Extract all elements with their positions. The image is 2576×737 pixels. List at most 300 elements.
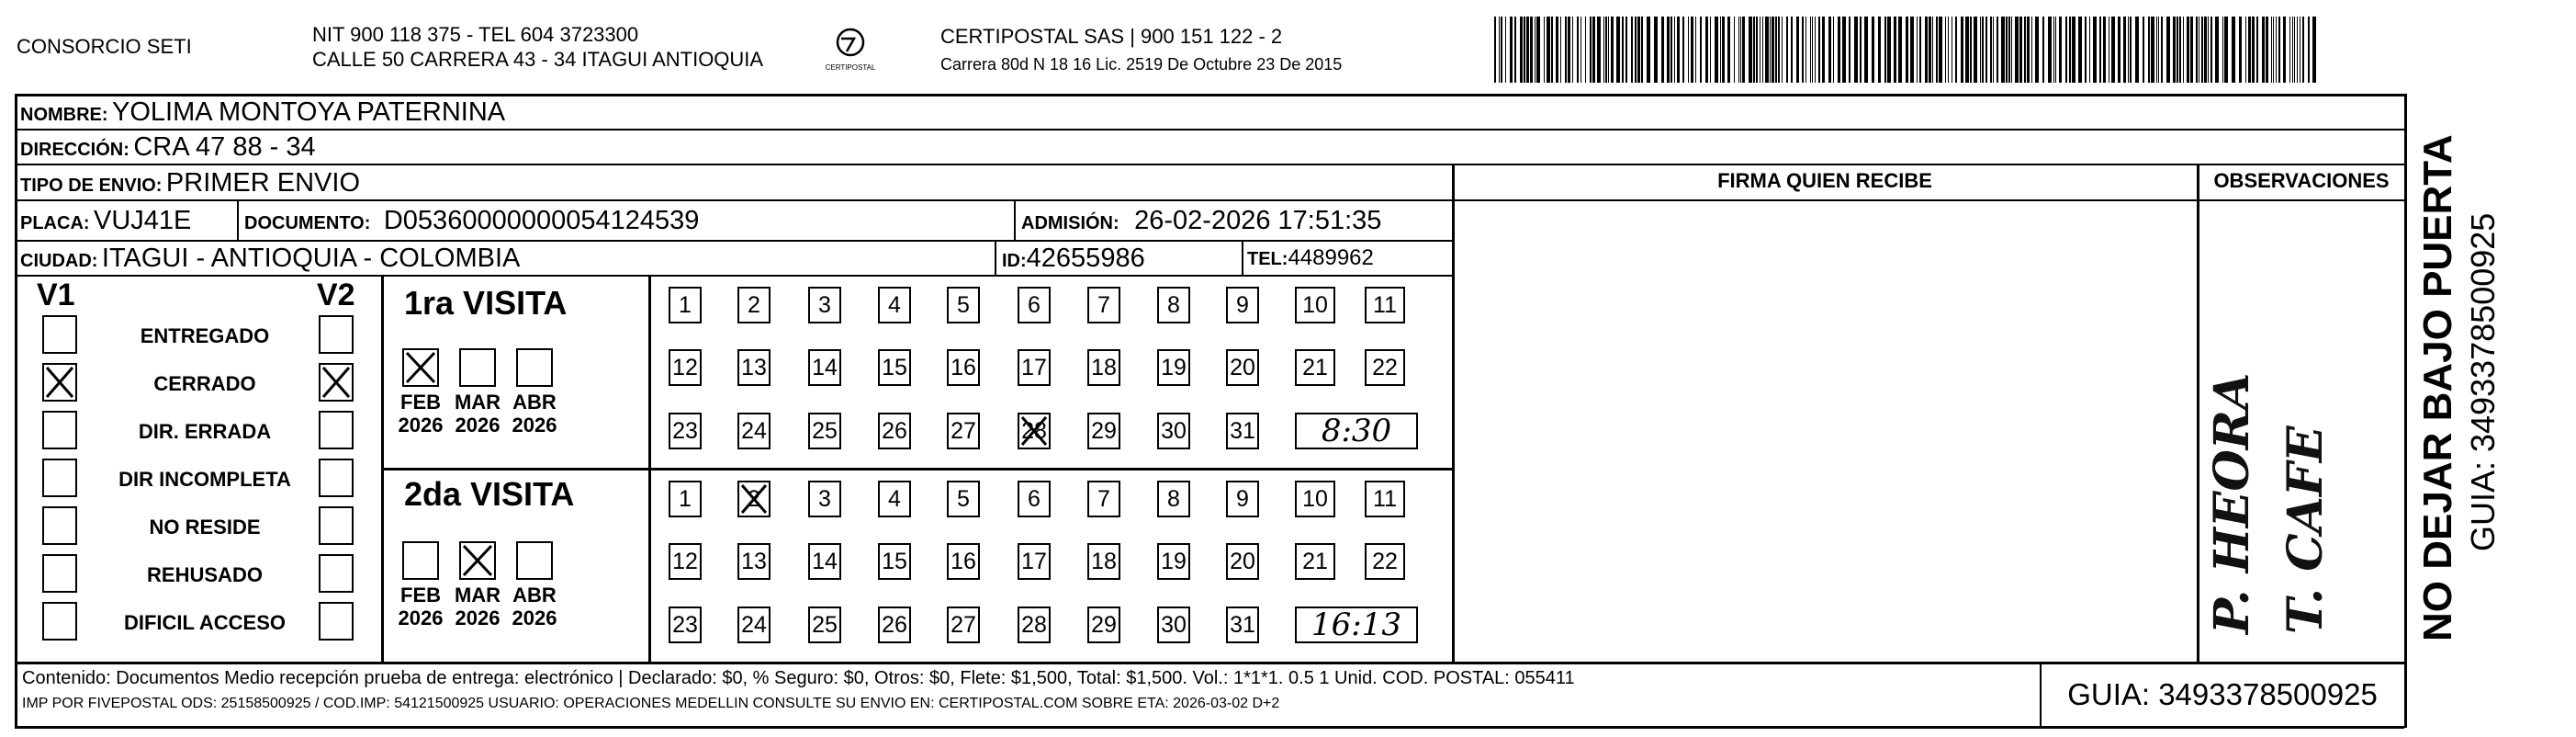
barcode-bar xyxy=(2289,17,2290,83)
barcode-bar xyxy=(2123,17,2126,83)
barcode-bar xyxy=(1505,17,1506,83)
visit2-day-box[interactable]: 6 xyxy=(1018,481,1051,517)
side-guia-text: GUIA: 3493378500925 xyxy=(2464,212,2502,551)
barcode-bar xyxy=(1864,17,1868,83)
barcode-bar xyxy=(1585,17,1586,83)
barcode-bar xyxy=(2283,17,2286,83)
barcode-bar xyxy=(2278,17,2280,83)
visit1-day-box[interactable]: 4 xyxy=(878,287,911,323)
month-year: 2026 xyxy=(398,414,444,437)
barcode-bar xyxy=(2006,17,2008,83)
visit1-time-box[interactable]: 8:30 xyxy=(1295,413,1418,449)
barcode-bar xyxy=(1936,17,1938,83)
documento-value: D05360000000054124539 xyxy=(383,206,700,235)
company-name: CONSORCIO SETI xyxy=(17,35,192,58)
barcode-bar xyxy=(1838,17,1840,83)
barcode-bar xyxy=(1654,17,1658,83)
visit2-day-box[interactable]: 19 xyxy=(1157,543,1190,580)
barcode-bar xyxy=(2148,17,2150,83)
visit2-day-box[interactable]: 11 xyxy=(1365,481,1405,517)
visit1-day-box[interactable]: 27 xyxy=(947,413,980,449)
status-v2-checkbox[interactable] xyxy=(319,315,354,354)
barcode-bar xyxy=(2118,17,2120,83)
visit2-day-box[interactable]: 2 xyxy=(737,481,771,517)
barcode-bar xyxy=(1955,17,1957,83)
imp-text: IMP POR FIVEPOSTAL ODS: 25158500925 / COD.IMP: 54121500925 USUARIO: OPERACIONES MEDELLIN CONSULTE SU ENVIO EN: CERTIPOSTAL.COM SOBRE ETA: 2026-03-02 D+2 xyxy=(22,696,1280,711)
nombre-value: YOLIMA MONTOYA PATERNINA xyxy=(112,97,506,127)
barcode-bar xyxy=(1796,17,1799,83)
visit2-day-box[interactable]: 17 xyxy=(1018,543,1051,580)
barcode-bar xyxy=(1828,17,1831,83)
barcode-bar xyxy=(1592,17,1595,83)
visit2-day-box[interactable]: 27 xyxy=(947,607,980,643)
visit2-day-box[interactable]: 7 xyxy=(1087,481,1120,517)
barcode-bar xyxy=(2099,17,2101,83)
barcode-bar xyxy=(2156,17,2157,83)
tel-value: 4489962 xyxy=(1288,245,1374,270)
visit2-day-box[interactable]: 28 xyxy=(1018,607,1051,643)
status-label: REHUSADO xyxy=(147,563,263,586)
status-v1-checkbox[interactable] xyxy=(42,602,77,641)
barcode-bar xyxy=(1682,17,1684,83)
barcode-bar xyxy=(2151,17,2154,83)
barcode-bar xyxy=(1818,17,1820,83)
barcode-bar xyxy=(1605,17,1607,83)
visit1-day-box[interactable]: 24 xyxy=(737,413,771,449)
documento-row xyxy=(244,206,699,240)
barcode-bar xyxy=(2245,17,2246,83)
month-year: 2026 xyxy=(512,414,557,437)
visit2-day-box[interactable]: 23 xyxy=(669,607,702,643)
tipo-envio-value: PRIMER ENVIO xyxy=(165,168,361,198)
barcode-bar xyxy=(2297,17,2298,83)
visit1-month-checkbox[interactable] xyxy=(516,348,553,387)
barcode-bar xyxy=(1939,17,1942,83)
direccion-label: DIRECCIÓN: xyxy=(20,140,129,160)
x-mark-icon xyxy=(44,365,75,400)
barcode-bar xyxy=(1887,17,1891,83)
status-v1-checkbox[interactable] xyxy=(42,554,77,593)
barcode-bar xyxy=(1568,17,1570,83)
status-label: DIR. ERRADA xyxy=(138,420,272,443)
visit2-day-box[interactable]: 3 xyxy=(808,481,841,517)
barcode-bar xyxy=(2177,17,2178,83)
barcode-bar xyxy=(1878,17,1881,83)
status-v1-checkbox[interactable] xyxy=(42,506,77,545)
visit1-month-checkbox[interactable] xyxy=(459,348,496,387)
visit1-title: 1ra VISITA xyxy=(404,284,568,322)
barcode-bar xyxy=(2190,17,2193,83)
visit2-day-box[interactable]: 26 xyxy=(878,607,911,643)
visit1-day-box[interactable]: 28 xyxy=(1018,413,1051,449)
barcode-bar xyxy=(1661,17,1664,83)
visit2-day-box[interactable]: 16 xyxy=(947,543,980,580)
barcode-bar xyxy=(1961,17,1963,83)
barcode-bar xyxy=(2308,17,2310,83)
status-label: NO RESIDE xyxy=(149,516,261,539)
barcode-bar xyxy=(1510,17,1513,83)
visit2-month-checkbox[interactable] xyxy=(402,541,439,580)
barcode-bar xyxy=(1494,17,1496,83)
barcode-bar xyxy=(1524,17,1525,83)
ciudad-label: CIUDAD: xyxy=(20,251,98,271)
barcode-bar xyxy=(1520,17,1523,83)
barcode-bar xyxy=(2008,17,2010,83)
barcode-bar xyxy=(1982,17,1984,83)
month-name: FEB xyxy=(400,584,441,607)
firma-header: FIRMA QUIEN RECIBE xyxy=(1717,169,1932,192)
barcode-bar xyxy=(2053,17,2054,83)
barcode-bar xyxy=(2035,17,2039,83)
barcode-bar xyxy=(1980,17,1981,83)
status-label: DIFICIL ACCESO xyxy=(123,611,286,634)
barcode-bar xyxy=(2215,17,2219,83)
barcode-bar xyxy=(2232,17,2235,83)
barcode-bar xyxy=(2135,17,2139,83)
visit2-day-box[interactable]: 8 xyxy=(1157,481,1190,517)
barcode-bar xyxy=(1577,17,1579,83)
barcode-bar xyxy=(1625,17,1627,83)
barcode-bar xyxy=(2256,17,2258,83)
barcode-bar xyxy=(2078,17,2082,83)
visit2-day-box[interactable]: 22 xyxy=(1365,543,1405,580)
status-v2-checkbox[interactable] xyxy=(319,411,354,449)
barcode-bar xyxy=(2065,17,2067,83)
visit1-day-box[interactable]: 19 xyxy=(1157,349,1190,386)
id-label: ID: xyxy=(1002,251,1027,271)
barcode-bar xyxy=(1782,17,1783,83)
barcode-bar xyxy=(2196,17,2198,83)
visit1-day-box[interactable]: 21 xyxy=(1295,349,1335,386)
visit2-month-label xyxy=(393,584,448,629)
handwritten-note-2: T. CAFE xyxy=(2278,425,2334,634)
visit1-month-label xyxy=(393,391,448,437)
barcode-bar xyxy=(2128,17,2129,83)
barcode-bar xyxy=(1738,17,1739,83)
visit2-time-box[interactable]: 16:13 xyxy=(1295,607,1418,643)
visit1-day-box[interactable]: 5 xyxy=(947,287,980,323)
logo-text: CERTIPOSTAL xyxy=(825,63,876,72)
barcode-bar xyxy=(1695,17,1696,83)
barcode-bar xyxy=(1705,17,1708,83)
visit1-day-box[interactable]: 30 xyxy=(1157,413,1190,449)
visit2-day-box[interactable]: 10 xyxy=(1295,481,1335,517)
barcode-bar xyxy=(2252,17,2255,83)
visit2-day-box[interactable]: 30 xyxy=(1157,607,1190,643)
visit2-day-box[interactable]: 20 xyxy=(1226,543,1259,580)
barcode-bar xyxy=(1597,17,1601,83)
barcode-bar xyxy=(1884,17,1886,83)
tipo-envio-label: TIPO DE ENVIO: xyxy=(20,176,163,196)
barcode-bar xyxy=(2262,17,2265,83)
barcode-bar xyxy=(1925,17,1928,83)
barcode-bar xyxy=(1775,17,1777,83)
visit1-day-box[interactable]: 12 xyxy=(669,349,702,386)
barcode-bar xyxy=(1815,17,1816,83)
placa-value: VUJ41E xyxy=(94,206,192,235)
ciudad-value: ITAGUI - ANTIOQUIA - COLOMBIA xyxy=(101,244,521,273)
contenido-text: Contenido: Documentos Medio recepción prueba de entrega: electrónico | Declarado: $0, % Seguro: $0, Otros: $0, Flete: $1,500, Total: $1,500. Vol.: 1*1*1. 0.5 1 Unid. COD. POSTAL: 055411 xyxy=(22,668,1575,688)
status-v1-checkbox[interactable] xyxy=(42,363,77,402)
visit2-month-checkbox[interactable] xyxy=(516,541,553,580)
barcode-bar xyxy=(2173,17,2176,83)
x-mark-icon xyxy=(461,543,494,578)
visit1-day-box[interactable]: 2 xyxy=(737,287,771,323)
barcode-bar xyxy=(2201,17,2203,83)
barcode-bar xyxy=(2055,17,2056,83)
visit1-day-box[interactable]: 7 xyxy=(1087,287,1120,323)
visit1-month-checkbox[interactable] xyxy=(402,348,439,387)
visit1-day-box[interactable]: 18 xyxy=(1087,349,1120,386)
barcode-bar xyxy=(1720,17,1721,83)
barcode-bar xyxy=(1849,17,1850,83)
barcode-bar xyxy=(2042,17,2044,83)
visit1-day-box[interactable]: 17 xyxy=(1018,349,1051,386)
barcode-bar xyxy=(1635,17,1637,83)
barcode-bar xyxy=(2273,17,2274,83)
barcode-bar xyxy=(1929,17,1931,83)
direccion-row xyxy=(20,132,316,166)
barcode-bar xyxy=(1854,17,1858,83)
barcode-bar xyxy=(1674,17,1675,83)
barcode-bar xyxy=(2292,17,2293,83)
admision-row xyxy=(1021,206,1381,240)
barcode-bar xyxy=(1544,17,1545,83)
month-year: 2026 xyxy=(455,607,501,629)
visit2-day-box[interactable]: 24 xyxy=(737,607,771,643)
barcode-bar xyxy=(2019,17,2022,83)
month-name: MAR xyxy=(454,391,501,414)
status-label: DIR INCOMPLETA xyxy=(118,468,291,491)
visit2-day-box[interactable]: 13 xyxy=(737,543,771,580)
barcode-bar xyxy=(1990,17,1992,83)
visit2-day-box[interactable]: 25 xyxy=(808,607,841,643)
id-value: 42655986 xyxy=(1026,244,1145,273)
visit2-day-box[interactable]: 29 xyxy=(1087,607,1120,643)
barcode-bar xyxy=(2130,17,2132,83)
visit1-day-box[interactable]: 8 xyxy=(1157,287,1190,323)
barcode-bar xyxy=(2271,17,2272,83)
barcode-bar xyxy=(1770,17,1771,83)
visit2-day-box[interactable]: 21 xyxy=(1295,543,1335,580)
tel-row xyxy=(1247,244,1374,276)
visit1-day-box[interactable]: 25 xyxy=(808,413,841,449)
barcode-bar xyxy=(2027,17,2030,83)
barcode-bar xyxy=(1499,17,1500,83)
status-v1-checkbox[interactable] xyxy=(42,315,77,354)
status-label: ENTREGADO xyxy=(140,324,270,347)
barcode-bar xyxy=(2059,17,2062,83)
handwritten-note-1: P. HEORA xyxy=(2204,372,2260,634)
barcode-bar xyxy=(2239,17,2242,83)
barcode-bar xyxy=(1715,17,1718,83)
status-label: CERRADO xyxy=(153,372,256,395)
visit2-day-box[interactable]: 18 xyxy=(1087,543,1120,580)
visit2-day-box[interactable]: 4 xyxy=(878,481,911,517)
month-name: ABR xyxy=(512,584,557,607)
status-v2-checkbox[interactable] xyxy=(319,506,354,545)
visit1-day-box[interactable]: 26 xyxy=(878,413,911,449)
barcode-bar xyxy=(1778,17,1780,83)
visit2-month-label xyxy=(450,584,505,629)
visit1-day-box[interactable]: 16 xyxy=(947,349,980,386)
visit1-day-box[interactable]: 20 xyxy=(1226,349,1259,386)
barcode-bar xyxy=(1580,17,1581,83)
month-year: 2026 xyxy=(512,607,557,629)
barcode-bar xyxy=(2048,17,2052,83)
barcode-bar xyxy=(2179,17,2181,83)
no-dejar-text: NO DEJAR BAJO PUERTA xyxy=(2415,134,2460,641)
barcode-bar xyxy=(1810,17,1811,83)
visit1-day-box[interactable]: 22 xyxy=(1365,349,1405,386)
barcode-bar xyxy=(1985,17,1987,83)
barcode-bar xyxy=(1872,17,1874,83)
v1-header: V1 xyxy=(37,278,75,312)
month-name: FEB xyxy=(400,391,441,414)
status-v1-checkbox[interactable] xyxy=(42,459,77,497)
status-v1-checkbox[interactable] xyxy=(42,411,77,449)
placa-label: PLACA: xyxy=(20,213,90,233)
barcode-bar xyxy=(1740,17,1741,83)
barcode-bar xyxy=(2069,17,2071,83)
barcode-bar xyxy=(2072,17,2075,83)
barcode-bar xyxy=(1667,17,1670,83)
ciudad-row xyxy=(20,244,520,278)
visit1-day-box[interactable]: 1 xyxy=(669,287,702,323)
id-row xyxy=(1002,244,1145,278)
month-year: 2026 xyxy=(455,414,501,437)
barcode-bar xyxy=(2024,17,2026,83)
status-v2-checkbox[interactable] xyxy=(319,459,354,497)
barcode-bar xyxy=(1910,17,1914,83)
barcode xyxy=(1494,17,2321,83)
barcode-bar xyxy=(2224,17,2228,83)
visit1-day-box[interactable]: 9 xyxy=(1226,287,1259,323)
barcode-bar xyxy=(2031,17,2032,83)
visit1-day-box[interactable]: 3 xyxy=(808,287,841,323)
tipo-envio-row xyxy=(20,168,360,202)
barcode-bar xyxy=(1765,17,1769,83)
visit1-day-box[interactable]: 13 xyxy=(737,349,771,386)
visit1-day-box[interactable]: 11 xyxy=(1365,287,1405,323)
logo-icon xyxy=(814,28,887,75)
barcode-bar xyxy=(1700,17,1702,83)
barcode-bar xyxy=(2001,17,2005,83)
status-v2-checkbox[interactable] xyxy=(319,554,354,593)
courier-line: CERTIPOSTAL SAS | 900 151 122 - 2 xyxy=(940,25,1283,48)
visit2-day-box[interactable]: 14 xyxy=(808,543,841,580)
barcode-bar xyxy=(2302,17,2304,83)
barcode-bar xyxy=(2222,17,2223,83)
visit1-day-box[interactable]: 6 xyxy=(1018,287,1051,323)
barcode-bar xyxy=(2208,17,2209,83)
visit2-title: 2da VISITA xyxy=(404,475,575,513)
barcode-bar xyxy=(2085,17,2087,83)
barcode-bar xyxy=(1547,17,1550,83)
barcode-bar xyxy=(2276,17,2277,83)
barcode-bar xyxy=(1565,17,1567,83)
barcode-bar xyxy=(2266,17,2268,83)
visit2-month-label xyxy=(507,584,562,629)
barcode-bar xyxy=(1688,17,1689,83)
barcode-bar xyxy=(1919,17,1921,83)
barcode-bar xyxy=(2103,17,2106,83)
visit1-day-box[interactable]: 10 xyxy=(1295,287,1335,323)
barcode-bar xyxy=(1822,17,1825,83)
visit1-day-box[interactable]: 29 xyxy=(1087,413,1120,449)
visit1-day-box[interactable]: 15 xyxy=(878,349,911,386)
barcode-bar xyxy=(1805,17,1806,83)
barcode-bar xyxy=(1786,17,1788,83)
visit2-day-box[interactable]: 15 xyxy=(878,543,911,580)
documento-label: DOCUMENTO: xyxy=(244,213,371,233)
visit2-day-box[interactable]: 31 xyxy=(1226,607,1259,643)
visit1-day-box[interactable]: 31 xyxy=(1226,413,1259,449)
visit1-day-box[interactable]: 23 xyxy=(669,413,702,449)
x-mark-icon xyxy=(1019,414,1049,448)
barcode-bar xyxy=(1670,17,1672,83)
barcode-bar xyxy=(1742,17,1745,83)
license-line: Carrera 80d N 18 16 Lic. 2519 De Octubre 23 De 2015 xyxy=(940,55,1343,74)
barcode-bar xyxy=(1894,17,1896,83)
barcode-bar xyxy=(2089,17,2090,83)
visit2-day-box[interactable]: 5 xyxy=(947,481,980,517)
barcode-bar xyxy=(1514,17,1516,83)
barcode-bar xyxy=(1556,17,1558,83)
observaciones-header: OBSERVACIONES xyxy=(2213,169,2390,192)
barcode-bar xyxy=(1974,17,1977,83)
barcode-bar xyxy=(1631,17,1633,83)
barcode-bar xyxy=(1616,17,1620,83)
barcode-bar xyxy=(2015,17,2019,83)
barcode-bar xyxy=(1637,17,1640,83)
certipostal-logo xyxy=(814,28,887,75)
barcode-bar xyxy=(1917,17,1918,83)
barcode-bar xyxy=(1970,17,1972,83)
barcode-bar xyxy=(2093,17,2097,83)
admision-label: ADMISIÓN: xyxy=(1021,213,1119,233)
barcode-bar xyxy=(1993,17,1994,83)
barcode-bar xyxy=(1791,17,1793,83)
visit2-day-box[interactable]: 12 xyxy=(669,543,702,580)
barcode-bar xyxy=(1906,17,1908,83)
visit2-day-box[interactable]: 9 xyxy=(1226,481,1259,517)
barcode-bar xyxy=(1932,17,1933,83)
visit1-month-label xyxy=(450,391,505,437)
barcode-bar xyxy=(1536,17,1540,83)
barcode-bar xyxy=(1772,17,1774,83)
barcode-bar xyxy=(2143,17,2144,83)
status-v2-checkbox[interactable] xyxy=(319,602,354,641)
nombre-row xyxy=(20,97,505,131)
visit1-day-box[interactable]: 14 xyxy=(808,349,841,386)
barcode-bar xyxy=(1860,17,1862,83)
month-name: MAR xyxy=(454,584,501,607)
admision-value: 26-02-2026 17:51:35 xyxy=(1134,206,1382,235)
visit2-day-box[interactable]: 1 xyxy=(669,481,702,517)
barcode-bar xyxy=(2011,17,2012,83)
barcode-bar xyxy=(1898,17,1902,83)
month-year: 2026 xyxy=(398,607,444,629)
status-v2-checkbox[interactable] xyxy=(319,363,354,402)
barcode-bar xyxy=(1560,17,1561,83)
barcode-bar xyxy=(1945,17,1946,83)
barcode-bar xyxy=(1749,17,1752,83)
month-name: ABR xyxy=(512,391,557,414)
placa-row xyxy=(20,206,191,240)
visit2-month-checkbox[interactable] xyxy=(459,541,496,580)
barcode-bar xyxy=(2312,17,2316,83)
